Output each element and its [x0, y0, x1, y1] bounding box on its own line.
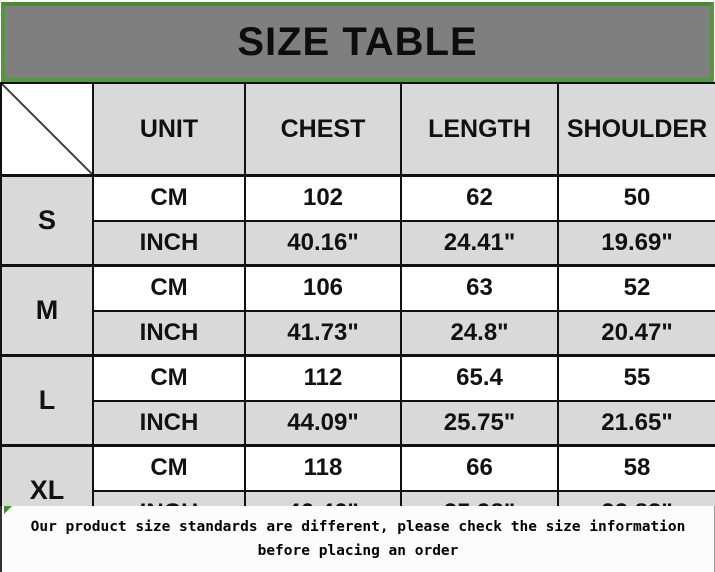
table-row [1, 356, 715, 401]
table-row [1, 311, 715, 356]
value-cell: 19.69" [558, 221, 715, 266]
value-cell: 62 [401, 176, 558, 221]
page-title: SIZE TABLE [237, 19, 478, 64]
value-cell: 63 [401, 266, 558, 311]
footer-text-line2: before placing an order [257, 543, 459, 559]
value-cell: 24.41" [401, 221, 558, 266]
corner-marker-triangle [4, 506, 12, 514]
value-cell: 25.75" [401, 401, 558, 446]
value-cell: 66 [401, 446, 558, 491]
size-chart-page [0, 2, 715, 572]
title-bar [1, 2, 714, 82]
size-label-xl: XL [1, 446, 93, 536]
unit-cell: INCH [93, 401, 245, 446]
column-header-length: LENGTH [401, 83, 558, 176]
column-header-unit: UNIT [93, 83, 245, 176]
table-row [1, 401, 715, 446]
unit-cell: CM [93, 446, 245, 491]
table-row [1, 266, 715, 311]
unit-cell: CM [93, 266, 245, 311]
value-cell: 112 [245, 356, 401, 401]
value-cell: 24.8" [401, 311, 558, 356]
table-header-row [1, 83, 715, 176]
value-cell: 52 [558, 266, 715, 311]
value-cell: 21.65" [558, 401, 715, 446]
value-cell: 55 [558, 356, 715, 401]
value-cell: 41.73" [245, 311, 401, 356]
value-cell: 40.16" [245, 221, 401, 266]
size-label-m: M [1, 266, 93, 356]
column-header-shoulder: SHOULDER [558, 83, 715, 176]
size-table [0, 82, 715, 537]
value-cell: 20.47" [558, 311, 715, 356]
footer-text-line1: Our product size standards are different, please check the size information [30, 519, 686, 535]
unit-cell: CM [93, 356, 245, 401]
unit-cell: INCH [93, 221, 245, 266]
value-cell: 50 [558, 176, 715, 221]
table-row [1, 221, 715, 266]
value-cell: 58 [558, 446, 715, 491]
footer-note [0, 506, 715, 572]
value-cell: 65.4 [401, 356, 558, 401]
diagonal-line [2, 84, 92, 174]
size-label-s: S [1, 176, 93, 266]
corner-cell [1, 83, 93, 176]
size-label-l: L [1, 356, 93, 446]
table-row [1, 176, 715, 221]
column-header-chest: CHEST [245, 83, 401, 176]
table-row [1, 446, 715, 491]
value-cell: 44.09" [245, 401, 401, 446]
value-cell: 106 [245, 266, 401, 311]
value-cell: 102 [245, 176, 401, 221]
value-cell: 118 [245, 446, 401, 491]
unit-cell: CM [93, 176, 245, 221]
unit-cell: INCH [93, 311, 245, 356]
